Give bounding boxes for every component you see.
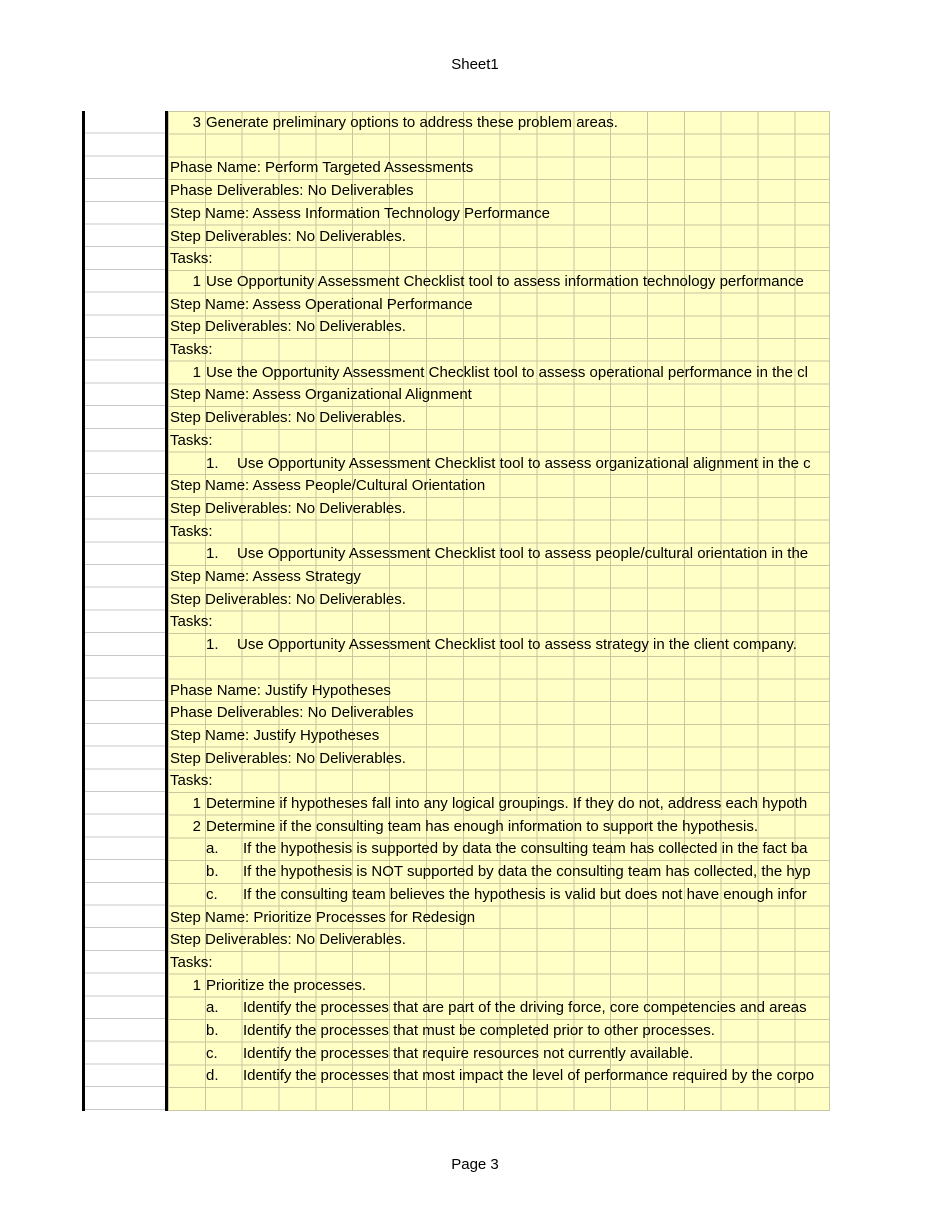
sheet-row — [168, 498, 830, 521]
sheet-row — [168, 226, 830, 249]
sheet-row — [168, 907, 830, 930]
row-label: Step Name: Assess Strategy — [170, 568, 361, 585]
row-label: Phase Deliverables: No Deliverables — [170, 182, 414, 200]
page-footer: Page 3 — [451, 1156, 499, 1173]
sheet-row — [168, 861, 830, 884]
sheet-row — [168, 793, 830, 816]
sheet-row — [168, 589, 830, 612]
row-text: Generate preliminary options to address these problem areas. — [206, 114, 618, 131]
sheet-row — [168, 1088, 830, 1111]
sub-letter: c. — [206, 885, 218, 903]
row-number: 1 — [192, 795, 201, 812]
spreadsheet — [82, 111, 830, 1111]
sheet-row — [168, 657, 830, 680]
row-text: Use Opportunity Assessment Checklist tool to assess organizational alignment in the c — [237, 454, 811, 472]
sub-letter: a. — [206, 840, 219, 858]
sub-letter: c. — [206, 1044, 218, 1062]
sheet-row — [168, 884, 830, 907]
row-label: Tasks: — [170, 613, 213, 631]
row-label: Phase Name: Perform Targeted Assessments — [170, 159, 474, 177]
sheet-row — [168, 725, 830, 748]
row-label: Step Name: Assess Information Technology Performance — [170, 204, 550, 222]
sheet-row — [168, 1065, 830, 1088]
row-label: Phase Name: Justify Hypotheses — [170, 681, 391, 699]
sheet-row — [168, 838, 830, 861]
sheet-row — [168, 1043, 830, 1066]
cell-grid — [168, 111, 830, 1111]
sheet-row — [168, 475, 830, 498]
sheet-row — [168, 294, 830, 317]
sheet-row — [168, 770, 830, 793]
sheet-row — [168, 521, 830, 544]
row-label: Step Deliverables: No Deliverables. — [170, 590, 406, 608]
sheet-row — [168, 384, 830, 407]
sheet-row — [168, 975, 830, 998]
row-text: Determine if the consulting team has enough information to support the hypothesis. — [206, 817, 758, 835]
sheet-row — [168, 566, 830, 589]
row-label: Step Deliverables: No Deliverables. — [170, 499, 406, 517]
row-text: Use Opportunity Assessment Checklist tool to assess information technology performance — [206, 272, 804, 290]
row-text: If the hypothesis is supported by data the consulting team has collected in the fact ba — [243, 840, 808, 858]
row-number: 1 — [192, 272, 201, 290]
page-header: Sheet1 — [451, 56, 499, 73]
sheet-row — [168, 543, 830, 566]
sheet-row — [168, 339, 830, 362]
sub-letter: d. — [206, 1067, 219, 1085]
row-label: Step Deliverables: No Deliverables. — [170, 318, 406, 336]
row-text: Identify the processes that most impact the level of performance required by the corpo — [243, 1067, 815, 1085]
row-label: Step Deliverables: No Deliverables. — [170, 227, 406, 245]
row-label: Step Name: Assess Operational Performance — [170, 295, 473, 313]
sheet-row — [168, 407, 830, 430]
row-text: Identify the processes that require resources not currently available. — [243, 1044, 694, 1062]
row-text: Use Opportunity Assessment Checklist tool to assess strategy in the client company. — [237, 636, 797, 654]
row-label: Step Name: Assess Organizational Alignment — [170, 386, 472, 404]
row-number: 1 — [192, 976, 201, 994]
sheet-row — [168, 248, 830, 271]
row-label: Step Name: Justify Hypotheses — [170, 726, 380, 744]
sheet-row — [168, 634, 830, 657]
row-text: Identify the processes that are part of the driving force, core competencies and areas — [243, 999, 807, 1017]
sheet-row — [168, 453, 830, 476]
list-number: 1. — [206, 545, 219, 563]
row-label: Tasks: — [170, 522, 213, 540]
list-number: 1. — [206, 454, 219, 472]
row-text: If the consulting team believes the hypothesis is valid but does not have enough infor — [243, 885, 807, 903]
sheet-row — [168, 702, 830, 725]
sheet-row — [168, 680, 830, 703]
row-label: Step Deliverables: No Deliverables. — [170, 931, 406, 949]
row-text: Identify the processes that must be completed prior to other processes. — [243, 1022, 715, 1039]
sub-letter: a. — [206, 999, 219, 1017]
sheet-row — [168, 952, 830, 975]
sheet-row — [168, 997, 830, 1020]
sheet-row — [168, 271, 830, 294]
row-text: Use Opportunity Assessment Checklist tool to assess people/cultural orientation in the — [237, 545, 809, 563]
row-text: Determine if hypotheses fall into any logical groupings. If they do not, address each hypoth — [206, 795, 808, 812]
sheet-row — [168, 316, 830, 339]
row-text: Prioritize the processes. — [206, 976, 367, 994]
sheet-row — [168, 611, 830, 634]
row-label: Phase Deliverables: No Deliverables — [170, 704, 414, 722]
sheet-row — [168, 180, 830, 203]
sheet-row — [168, 362, 830, 385]
row-label: Step Name: Prioritize Processes for Redesign — [170, 908, 476, 926]
row-number: 1 — [192, 363, 201, 381]
row-label: Tasks: — [170, 250, 213, 268]
list-number: 1. — [206, 636, 219, 654]
sub-letter: b. — [206, 1022, 219, 1039]
row-label: Tasks: — [170, 341, 213, 358]
sheet-row — [168, 203, 830, 226]
sheet-row — [168, 135, 830, 158]
row-text: If the hypothesis is NOT supported by data the consulting team has collected, the hyp — [243, 863, 811, 881]
row-label: Tasks: — [170, 772, 213, 790]
row-label: Tasks: — [170, 431, 213, 449]
sheet-row — [168, 816, 830, 839]
row-text: Use the Opportunity Assessment Checklist tool to assess operational performance in the cl — [206, 363, 808, 381]
sheet-row — [168, 430, 830, 453]
sheet-row — [168, 112, 830, 135]
sub-letter: b. — [206, 863, 219, 881]
sheet-row — [168, 748, 830, 771]
row-label: Step Name: Assess People/Cultural Orientation — [170, 477, 486, 495]
row-label: Step Deliverables: No Deliverables. — [170, 749, 406, 767]
row-label: Step Deliverables: No Deliverables. — [170, 409, 406, 427]
sheet-row — [168, 1020, 830, 1043]
sheet-row — [168, 929, 830, 952]
sheet-row — [168, 157, 830, 180]
row-number: 3 — [192, 114, 201, 131]
row-number: 2 — [192, 817, 201, 835]
row-label: Tasks: — [170, 953, 213, 971]
column-a — [82, 111, 168, 1111]
